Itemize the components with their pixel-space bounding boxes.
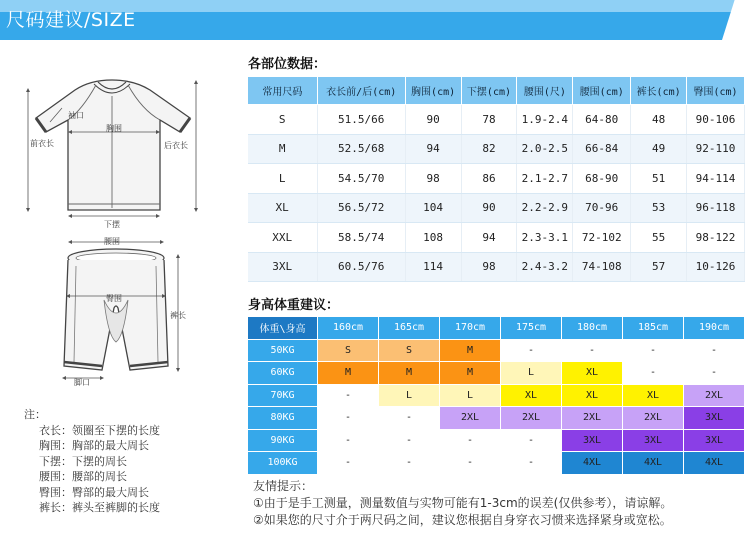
size-cell: XL [562, 362, 623, 385]
table-cell: 108 [405, 223, 461, 253]
tips-line-2: ②如果您的尺寸介于两尺码之间，建议您根据自身穿衣习惯来选择紧身或宽松。 [253, 513, 672, 527]
table-row [248, 452, 745, 475]
table-row [248, 339, 745, 362]
table-cell: 90-106 [687, 105, 745, 135]
weight-label: 60KG [248, 362, 318, 385]
recommend-table [247, 316, 745, 475]
table-row [248, 105, 745, 135]
table-cell: 72-102 [573, 223, 631, 253]
tips-title: 友情提示： [253, 479, 314, 493]
notes-title: 注： [24, 408, 46, 421]
note-row [24, 454, 160, 470]
corner-header: 体重\身高 [248, 317, 318, 340]
table-cell: 49 [631, 134, 687, 164]
size-cell: 2XL [440, 407, 501, 430]
table-cell: 3XL [248, 252, 318, 282]
table-cell: 98-122 [687, 223, 745, 253]
tips-line-1: ①由于是手工测量，测量数值与实物可能有1-3cm的误差(仅供参考），请谅解。 [253, 496, 673, 510]
note-key: 腰围： [39, 470, 72, 483]
size-cell: 4XL [623, 452, 684, 475]
note-value: 腰部的周长 [72, 470, 127, 483]
table-row [248, 384, 745, 407]
recommend-header-row [248, 317, 745, 340]
height-header: 165cm [379, 317, 440, 340]
table-cell: 55 [631, 223, 687, 253]
table-cell: 98 [461, 252, 517, 282]
table-row [248, 252, 745, 282]
height-header: 185cm [623, 317, 684, 340]
column-header: 腰围(尺) [517, 77, 573, 105]
size-cell: XL [623, 384, 684, 407]
table-cell: 68-90 [573, 164, 631, 194]
note-key: 胸围： [39, 439, 72, 452]
size-cell: M [379, 362, 440, 385]
note-key: 下摆： [39, 454, 72, 468]
size-cell: 3XL [562, 429, 623, 452]
column-header: 下摆(cm) [461, 77, 517, 105]
column-header: 衣长前/后(cm) [317, 77, 405, 105]
table-cell: 74-108 [573, 252, 631, 282]
size-cell: - [379, 452, 440, 475]
table-cell: 78 [461, 105, 517, 135]
size-cell: - [440, 452, 501, 475]
weight-label: 90KG [248, 429, 318, 452]
jersey-sleeve-label: 袖口 [68, 111, 84, 120]
size-cell: - [318, 407, 379, 430]
size-cell: - [684, 339, 745, 362]
table-cell: 2.2-2.9 [517, 193, 573, 223]
page-title: 尺码建议/SIZE [6, 9, 136, 31]
table-cell: 86 [461, 164, 517, 194]
table-cell: 51.5/66 [317, 105, 405, 135]
size-cell: 3XL [684, 407, 745, 430]
note-key: 臀围： [39, 485, 72, 499]
size-cell: 2XL [623, 407, 684, 430]
table-row [248, 429, 745, 452]
size-cell: S [379, 339, 440, 362]
size-cell: 4XL [562, 452, 623, 475]
shorts-diagram [40, 236, 190, 390]
note-row [24, 469, 160, 485]
size-cell: L [501, 362, 562, 385]
note-value: 下摆的周长 [72, 454, 127, 468]
measurements-header-row [248, 77, 745, 105]
weight-label: 100KG [248, 452, 318, 475]
column-header: 胸围(cm) [405, 77, 461, 105]
size-cell: - [501, 429, 562, 452]
note-key: 衣长： [39, 423, 72, 437]
note-row [24, 438, 160, 454]
table-cell: 2.0-2.5 [517, 134, 573, 164]
jersey-diagram [20, 70, 205, 230]
table-cell: 60.5/76 [317, 252, 405, 282]
size-cell: - [440, 429, 501, 452]
table-cell: 90 [461, 193, 517, 223]
size-cell: - [379, 407, 440, 430]
table-row [248, 362, 745, 385]
weight-label: 70KG [248, 384, 318, 407]
jersey-front-length-label: 前衣长 [30, 139, 54, 148]
shorts-illustration [40, 236, 190, 390]
table-cell: 64-80 [573, 105, 631, 135]
table-cell: 98 [405, 164, 461, 194]
size-cell: - [379, 429, 440, 452]
size-cell: - [501, 339, 562, 362]
measurements-title: 各部位数据： [248, 57, 327, 72]
size-cell: L [379, 384, 440, 407]
table-row [248, 164, 745, 194]
shorts-hip-label: 臀围 [106, 294, 122, 303]
size-cell: 3XL [623, 429, 684, 452]
note-row [24, 500, 160, 516]
column-header: 腰围(cm) [573, 77, 631, 105]
weight-label: 80KG [248, 407, 318, 430]
height-header: 175cm [501, 317, 562, 340]
size-cell: - [623, 339, 684, 362]
column-header: 臀围(cm) [687, 77, 745, 105]
table-cell: 1.9-2.4 [517, 105, 573, 135]
tips-section [253, 478, 672, 529]
size-cell: S [318, 339, 379, 362]
size-cell: - [501, 452, 562, 475]
table-cell: 56.5/72 [317, 193, 405, 223]
table-cell: 94 [461, 223, 517, 253]
table-cell: 94-114 [687, 164, 745, 194]
shorts-inseam-label: 裤长 [170, 311, 186, 320]
size-cell: - [562, 339, 623, 362]
table-cell: 57 [631, 252, 687, 282]
note-value: 胸部的最大周长 [72, 439, 149, 452]
height-header: 180cm [562, 317, 623, 340]
table-row [248, 134, 745, 164]
measurements-table [247, 76, 745, 282]
table-cell: 114 [405, 252, 461, 282]
table-row [248, 223, 745, 253]
size-cell: M [318, 362, 379, 385]
shorts-waist-label: 腰围 [104, 237, 120, 246]
page-header [0, 0, 750, 40]
table-cell: M [248, 134, 318, 164]
size-cell: - [623, 362, 684, 385]
note-value: 裤头至裤脚的长度 [72, 501, 160, 514]
table-cell: 10-126 [687, 252, 745, 282]
table-cell: 82 [461, 134, 517, 164]
size-cell: 4XL [684, 452, 745, 475]
table-cell: 52.5/68 [317, 134, 405, 164]
column-header: 裤长(cm) [631, 77, 687, 105]
note-key: 裤长： [39, 501, 72, 514]
size-cell: 2XL [562, 407, 623, 430]
table-cell: 2.4-3.2 [517, 252, 573, 282]
table-cell: 2.1-2.7 [517, 164, 573, 194]
table-cell: XL [248, 193, 318, 223]
note-row [24, 423, 160, 439]
size-cell: M [440, 362, 501, 385]
column-header: 常用尺码 [248, 77, 318, 105]
table-cell: 53 [631, 193, 687, 223]
table-cell: 54.5/70 [317, 164, 405, 194]
jersey-back-length-label: 后衣长 [164, 141, 188, 150]
size-cell: L [440, 384, 501, 407]
table-cell: XXL [248, 223, 318, 253]
table-cell: 90 [405, 105, 461, 135]
table-cell: 96-118 [687, 193, 745, 223]
recommend-title: 身高体重建议： [248, 298, 340, 313]
size-cell: - [318, 452, 379, 475]
size-cell: XL [562, 384, 623, 407]
table-cell: S [248, 105, 318, 135]
size-cell: 3XL [684, 429, 745, 452]
jersey-hem-label: 下摆 [104, 220, 120, 229]
size-cell: XL [501, 384, 562, 407]
note-row [24, 485, 160, 501]
table-cell: 94 [405, 134, 461, 164]
table-cell: 58.5/74 [317, 223, 405, 253]
table-cell: 51 [631, 164, 687, 194]
size-cell: - [318, 384, 379, 407]
size-cell: M [440, 339, 501, 362]
weight-label: 50KG [248, 339, 318, 362]
height-header: 190cm [684, 317, 745, 340]
table-cell: L [248, 164, 318, 194]
size-cell: - [318, 429, 379, 452]
table-row [248, 407, 745, 430]
table-cell: 104 [405, 193, 461, 223]
table-cell: 66-84 [573, 134, 631, 164]
size-cell: - [684, 362, 745, 385]
jersey-chest-label: 胸围 [106, 124, 122, 133]
height-header: 170cm [440, 317, 501, 340]
measurement-notes [24, 407, 160, 516]
table-cell: 48 [631, 105, 687, 135]
table-row [248, 193, 745, 223]
table-cell: 70-96 [573, 193, 631, 223]
height-header: 160cm [318, 317, 379, 340]
note-value: 领圈至下摆的长度 [72, 423, 160, 437]
shorts-leg-opening-label: 脚口 [74, 378, 90, 387]
note-value: 臀部的最大周长 [72, 485, 149, 499]
table-cell: 92-110 [687, 134, 745, 164]
size-cell: 2XL [684, 384, 745, 407]
table-cell: 2.3-3.1 [517, 223, 573, 253]
size-cell: 2XL [501, 407, 562, 430]
